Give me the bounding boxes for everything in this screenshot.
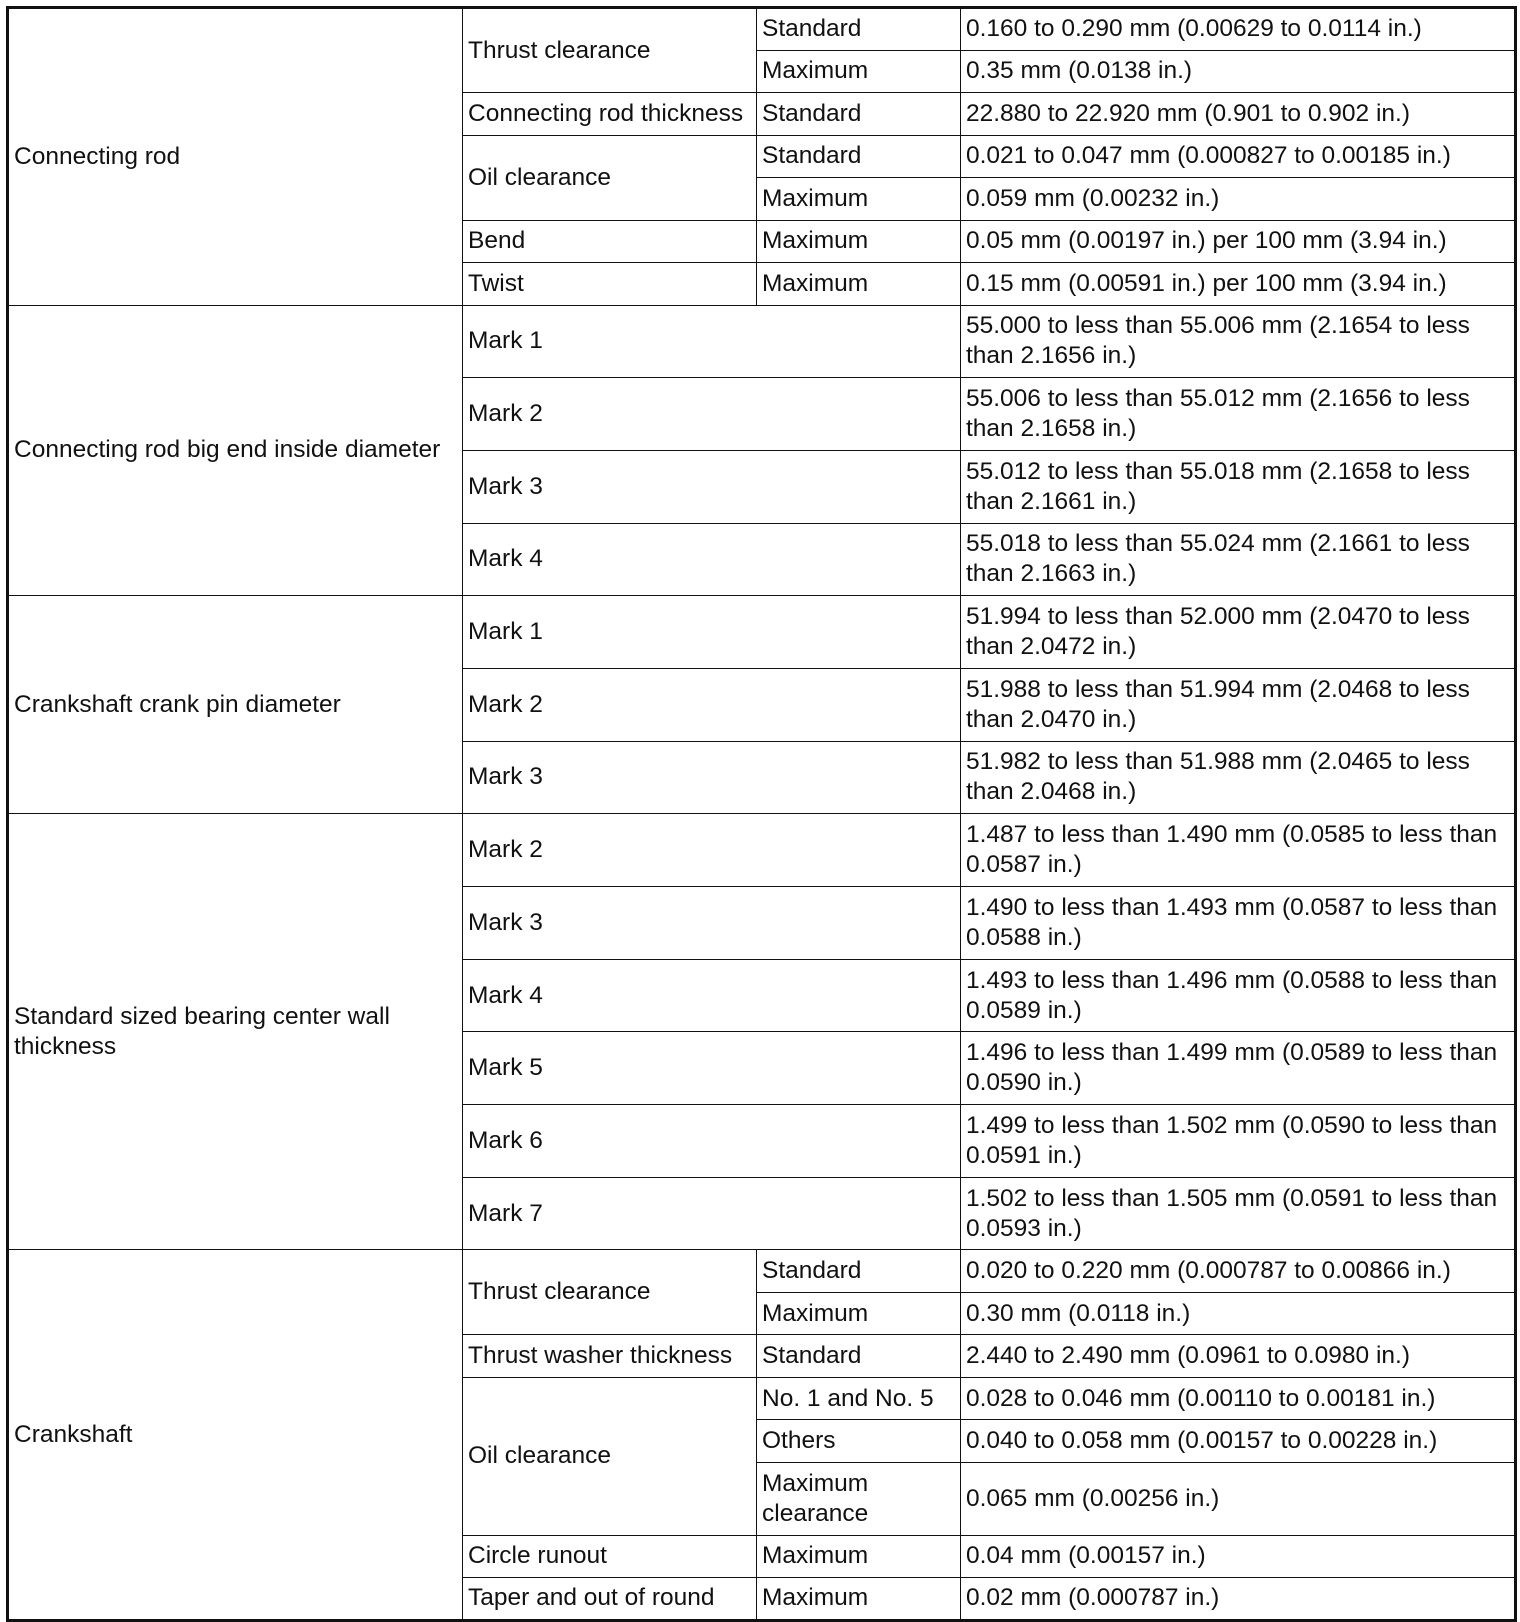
spec-value: 0.040 to 0.058 mm (0.00157 to 0.00228 in.) <box>961 1420 1516 1463</box>
mark-label: Mark 2 <box>463 668 961 741</box>
spec-value: 1.487 to less than 1.490 mm (0.0585 to less than 0.0587 in.) <box>961 814 1516 887</box>
condition-label: Maximum <box>757 50 961 93</box>
condition-label: Standard <box>757 8 961 51</box>
item-label: Standard sized bearing center wall thickness <box>8 814 463 1250</box>
condition-label: Standard <box>757 1335 961 1378</box>
condition-label: Maximum <box>757 263 961 306</box>
mark-label: Mark 2 <box>463 814 961 887</box>
mark-label: Mark 2 <box>463 378 961 451</box>
spec-value: 0.04 mm (0.00157 in.) <box>961 1535 1516 1578</box>
mark-label: Mark 4 <box>463 959 961 1032</box>
spec-value: 1.502 to less than 1.505 mm (0.0591 to less than 0.0593 in.) <box>961 1177 1516 1250</box>
specification-table <box>6 6 1517 1622</box>
spec-value: 0.028 to 0.046 mm (0.00110 to 0.00181 in.) <box>961 1377 1516 1420</box>
spec-value: 0.05 mm (0.00197 in.) per 100 mm (3.94 in.) <box>961 220 1516 263</box>
mark-label: Mark 3 <box>463 741 961 814</box>
spec-value: 22.880 to 22.920 mm (0.901 to 0.902 in.) <box>961 93 1516 136</box>
sub-item-label: Taper and out of round <box>463 1578 757 1621</box>
sub-item-label: Thrust clearance <box>463 8 757 93</box>
spec-value: 0.02 mm (0.000787 in.) <box>961 1578 1516 1621</box>
item-label: Crankshaft crank pin diameter <box>8 596 463 814</box>
mark-label: Mark 6 <box>463 1105 961 1178</box>
mark-label: Mark 1 <box>463 596 961 669</box>
spec-value: 55.006 to less than 55.012 mm (2.1656 to less than 2.1658 in.) <box>961 378 1516 451</box>
condition-label: Others <box>757 1420 961 1463</box>
item-label: Connecting rod big end inside diameter <box>8 305 463 596</box>
condition-label: Standard <box>757 135 961 178</box>
spec-value: 0.020 to 0.220 mm (0.000787 to 0.00866 in.) <box>961 1250 1516 1293</box>
condition-label: Maximum <box>757 1578 961 1621</box>
spec-value: 1.490 to less than 1.493 mm (0.0587 to less than 0.0588 in.) <box>961 887 1516 960</box>
sub-item-label: Bend <box>463 220 757 263</box>
spec-value: 0.021 to 0.047 mm (0.000827 to 0.00185 in.) <box>961 135 1516 178</box>
condition-label: No. 1 and No. 5 <box>757 1377 961 1420</box>
spec-value: 0.15 mm (0.00591 in.) per 100 mm (3.94 in.) <box>961 263 1516 306</box>
condition-label: Maximum <box>757 1292 961 1335</box>
sub-item-label: Thrust clearance <box>463 1250 757 1335</box>
table-row <box>8 1250 1516 1293</box>
spec-value: 55.018 to less than 55.024 mm (2.1661 to less than 2.1663 in.) <box>961 523 1516 596</box>
mark-label: Mark 4 <box>463 523 961 596</box>
mark-label: Mark 7 <box>463 1177 961 1250</box>
spec-value: 1.496 to less than 1.499 mm (0.0589 to less than 0.0590 in.) <box>961 1032 1516 1105</box>
condition-label: Standard <box>757 93 961 136</box>
sub-item-label: Twist <box>463 263 757 306</box>
table-row <box>8 814 1516 887</box>
mark-label: Mark 3 <box>463 450 961 523</box>
spec-value: 51.994 to less than 52.000 mm (2.0470 to less than 2.0472 in.) <box>961 596 1516 669</box>
sub-item-label: Connecting rod thickness <box>463 93 757 136</box>
item-label: Connecting rod <box>8 8 463 306</box>
table-row <box>8 8 1516 51</box>
mark-label: Mark 1 <box>463 305 961 378</box>
sub-item-label: Circle runout <box>463 1535 757 1578</box>
mark-label: Mark 5 <box>463 1032 961 1105</box>
table-row <box>8 596 1516 669</box>
spec-value: 0.30 mm (0.0118 in.) <box>961 1292 1516 1335</box>
condition-label: Maximum <box>757 178 961 221</box>
spec-value: 51.988 to less than 51.994 mm (2.0468 to less than 2.0470 in.) <box>961 668 1516 741</box>
spec-value: 1.493 to less than 1.496 mm (0.0588 to less than 0.0589 in.) <box>961 959 1516 1032</box>
sub-item-label: Oil clearance <box>463 1377 757 1535</box>
table-row <box>8 305 1516 378</box>
spec-value: 51.982 to less than 51.988 mm (2.0465 to less than 2.0468 in.) <box>961 741 1516 814</box>
condition-label: Maximum <box>757 220 961 263</box>
spec-value: 1.499 to less than 1.502 mm (0.0590 to less than 0.0591 in.) <box>961 1105 1516 1178</box>
spec-value: 0.160 to 0.290 mm (0.00629 to 0.0114 in.) <box>961 8 1516 51</box>
condition-label: Maximum <box>757 1535 961 1578</box>
spec-value: 0.059 mm (0.00232 in.) <box>961 178 1516 221</box>
spec-value: 0.35 mm (0.0138 in.) <box>961 50 1516 93</box>
sub-item-label: Oil clearance <box>463 135 757 220</box>
spec-value: 55.000 to less than 55.006 mm (2.1654 to less than 2.1656 in.) <box>961 305 1516 378</box>
mark-label: Mark 3 <box>463 887 961 960</box>
spec-value: 2.440 to 2.490 mm (0.0961 to 0.0980 in.) <box>961 1335 1516 1378</box>
sub-item-label: Thrust washer thickness <box>463 1335 757 1378</box>
condition-label: Standard <box>757 1250 961 1293</box>
item-label: Crankshaft <box>8 1250 463 1620</box>
spec-value: 55.012 to less than 55.018 mm (2.1658 to less than 2.1661 in.) <box>961 450 1516 523</box>
condition-label: Maximum clearance <box>757 1462 961 1535</box>
spec-value: 0.065 mm (0.00256 in.) <box>961 1462 1516 1535</box>
